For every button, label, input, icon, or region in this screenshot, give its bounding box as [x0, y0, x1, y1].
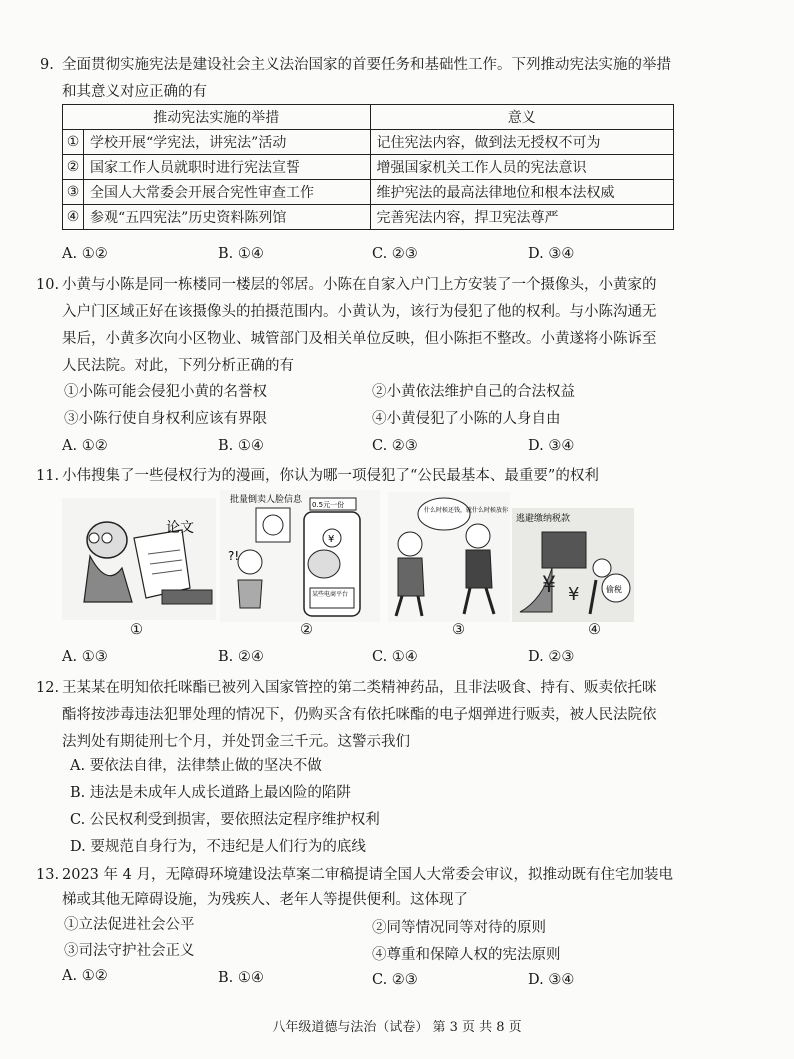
row-number: ③ — [63, 180, 84, 205]
table-row — [63, 180, 674, 205]
question-9-stem-line-1: 全面贯彻实施宪法是建设社会主义法治国家的首要任务和基础性工作。下列推动宪法实施的举措 — [62, 57, 671, 73]
question-11-number: 11. — [36, 468, 60, 484]
q10-option-c[interactable]: C. ②③ — [372, 438, 418, 454]
row-measure: 全国人大常委会开展合宪性审查工作 — [84, 180, 371, 205]
row-meaning: 记住宪法内容，做到法无授权不可为 — [370, 130, 673, 155]
question-10-item-4: ④小黄侵犯了小陈的人身自由 — [372, 411, 561, 427]
question-10-line-1: 小黄与小陈是同一栋楼同一楼层的邻居。小陈在自家入户门上方安装了一个摄像头，小黄家的 — [62, 277, 657, 293]
q11-option-a[interactable]: A. ①③ — [62, 649, 108, 665]
question-10-item-2: ②小黄依法维护自己的合法权益 — [372, 384, 575, 400]
q12-option-d[interactable]: D. 要规范自身行为，不违纪是人们行为的底线 — [70, 839, 366, 855]
q13-option-d[interactable]: D. ③④ — [528, 972, 575, 988]
table-header-measures: 推动宪法实施的举措 — [63, 105, 371, 130]
cartoon-1-caption: ① — [130, 622, 143, 638]
question-10-number: 10. — [36, 277, 60, 293]
row-number: ④ — [63, 205, 84, 230]
q9-option-b[interactable]: B. ①④ — [218, 246, 264, 262]
cartoon-2-label-2: 0.5元一份 — [312, 501, 345, 509]
cartoon-1-plagiarism — [62, 498, 216, 620]
svg-text:¥: ¥ — [568, 584, 580, 605]
cartoon-4-label-2: 偷税 — [606, 585, 622, 594]
svg-text:?!: ?! — [228, 549, 240, 563]
cartoon-2-label-1: 批量倒卖人脸信息 — [230, 495, 303, 505]
cartoon-3-speech: 什么时候还钱，就什么时候放你 — [424, 507, 509, 514]
question-12-line-3: 法判处有期徒刑七个月，并处罚金三千元。这警示我们 — [62, 734, 410, 750]
page-footer: 八年级道德与法治（试卷） 第 3 页 共 8 页 — [272, 1020, 522, 1035]
q9-option-a[interactable]: A. ①② — [62, 246, 108, 262]
question-13-item-4: ④尊重和保障人权的宪法原则 — [372, 947, 561, 963]
table-row — [63, 155, 674, 180]
row-measure: 学校开展“学宪法，讲宪法”活动 — [84, 130, 371, 155]
row-number: ② — [63, 155, 84, 180]
q10-option-b[interactable]: B. ①④ — [218, 438, 264, 454]
q13-option-a[interactable]: A. ①② — [62, 968, 108, 984]
question-11-stem: 小伟搜集了一些侵权行为的漫画，你认为哪一项侵犯了“公民最基本、最重要”的权利 — [62, 468, 599, 484]
row-number: ① — [63, 130, 84, 155]
svg-text:¥: ¥ — [542, 573, 556, 598]
cartoon-3-caption: ③ — [452, 622, 465, 638]
question-12-number: 12. — [36, 680, 60, 696]
q12-option-b[interactable]: B. 违法是未成年人成长道路上最凶险的陷阱 — [70, 785, 351, 801]
q10-option-a[interactable]: A. ①② — [62, 438, 108, 454]
cartoon-2-caption: ② — [300, 622, 313, 638]
q11-option-c[interactable]: C. ①④ — [372, 649, 418, 665]
question-13-item-1: ①立法促进社会公平 — [64, 917, 195, 933]
question-9-number: 9. — [40, 57, 54, 73]
question-12-line-2: 酯将按涉毒违法犯罪处理的情况下，仍购买含有依托咪酯的电子烟弹进行贩卖，被人民法院依 — [62, 707, 657, 723]
question-10-line-2: 入户门区域正好在该摄像头的拍摄范围内。小黄认为，该行为侵犯了他的权利。与小陈沟通无 — [62, 304, 657, 320]
row-measure: 国家工作人员就职时进行宪法宣誓 — [84, 155, 371, 180]
q11-option-b[interactable]: B. ②④ — [218, 649, 264, 665]
row-meaning: 增强国家机关工作人员的宪法意识 — [370, 155, 673, 180]
question-13-item-3: ③司法守护社会正义 — [64, 943, 195, 959]
question-10-line-4: 人民法院。对此，下列分析正确的有 — [62, 358, 294, 374]
question-13-line-2: 梯或其他无障碍设施，为残疾人、老年人等提供便利。这体现了 — [62, 892, 468, 908]
svg-text:¥: ¥ — [328, 534, 335, 545]
q10-option-d[interactable]: D. ③④ — [528, 438, 575, 454]
row-meaning: 维护宪法的最高法律地位和根本法权威 — [370, 180, 673, 205]
cartoon-2-face-data — [220, 490, 380, 622]
table-header-meaning: 意义 — [370, 105, 673, 130]
question-10-item-3: ③小陈行使自身权利应该有界限 — [64, 411, 267, 427]
q12-option-c[interactable]: C. 公民权利受到损害，要依照法定程序维护权利 — [70, 812, 380, 828]
q13-option-c[interactable]: C. ②③ — [372, 972, 418, 988]
q11-option-d[interactable]: D. ②③ — [528, 649, 575, 665]
question-9-stem-line-2: 和其意义对应正确的有 — [62, 84, 207, 100]
q9-option-c[interactable]: C. ②③ — [372, 246, 418, 262]
row-meaning: 完善宪法内容，捍卫宪法尊严 — [370, 205, 673, 230]
cartoon-2-label-3: 某些电商平台 — [312, 591, 349, 598]
q12-option-a[interactable]: A. 要依法自律，法律禁止做的坚决不做 — [70, 758, 322, 774]
question-10-item-1: ①小陈可能会侵犯小黄的名誉权 — [64, 384, 267, 400]
question-13-line-1: 2023 年 4 月，无障碍环境建设法草案二审稿提请全国人大常委会审议，拟推动既有住宅加装电 — [62, 867, 673, 883]
cartoon-4-tax-evasion — [512, 508, 634, 622]
cartoon-1-label: 论文 — [166, 520, 194, 536]
q9-option-d[interactable]: D. ③④ — [528, 246, 575, 262]
q13-option-b[interactable]: B. ①④ — [218, 970, 264, 986]
question-12-line-1: 王某某在明知依托咪酯已被列入国家管控的第二类精神药品，且非法吸食、持有、贩卖依托咪 — [62, 680, 657, 696]
table-row — [63, 205, 674, 230]
cartoon-4-caption: ④ — [588, 622, 601, 638]
question-13-number: 13. — [36, 867, 60, 883]
question-13-item-2: ②同等情况同等对待的原则 — [372, 920, 546, 936]
table-row — [63, 130, 674, 155]
question-9-table — [62, 104, 674, 230]
row-measure: 参观“五四宪法”历史资料陈列馆 — [84, 205, 371, 230]
cartoon-3-detention — [388, 492, 510, 622]
question-10-line-3: 果后，小黄多次向小区物业、城管部门及相关单位反映，但小陈拒不整改。小黄遂将小陈诉至 — [62, 331, 657, 347]
cartoon-4-label-1: 逃避缴纳税款 — [516, 514, 571, 524]
